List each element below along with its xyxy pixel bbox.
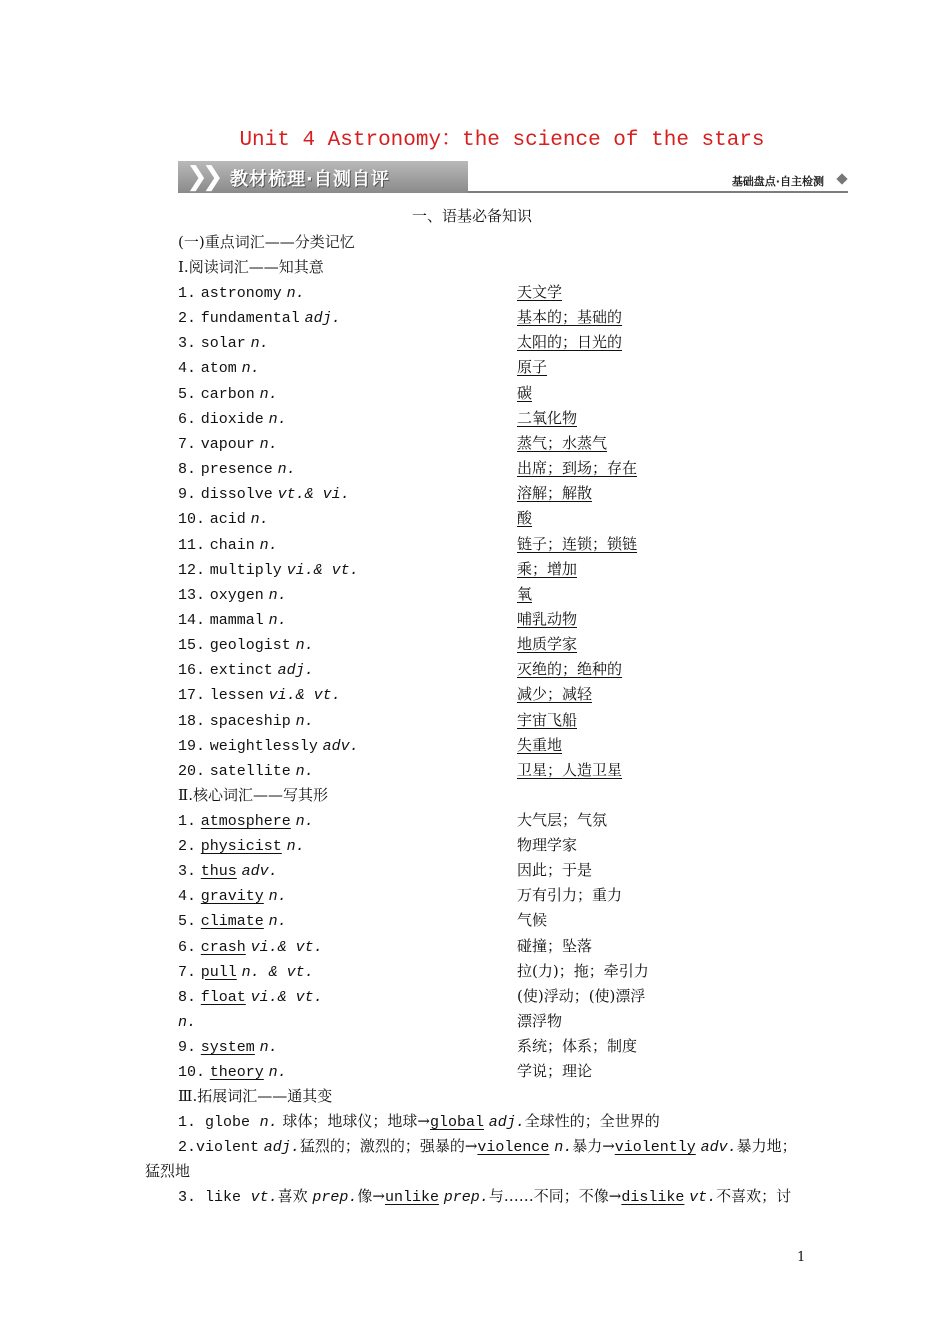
vocab-meaning: 学说；理论 — [517, 1062, 593, 1080]
part-of-speech: n. & vt. — [241, 963, 314, 981]
vocab-meaning: 万有引力；重力 — [517, 886, 623, 905]
item-number: 13. — [178, 586, 206, 604]
vocab-word: physicist — [200, 838, 282, 856]
vocab-meaning: 减少；减轻 — [517, 685, 593, 704]
banner-bar — [178, 161, 468, 193]
part-of-speech: prep. — [312, 1189, 358, 1206]
item-number: 1. — [178, 813, 197, 830]
item-number: 18. — [178, 712, 206, 730]
vocab-meaning: 地质学家 — [517, 635, 578, 654]
vocab-word: presence — [200, 461, 273, 479]
vocab-meaning: 失重地 — [517, 735, 563, 754]
vocab-row — [178, 735, 359, 757]
vocab-row — [178, 559, 359, 581]
part-of-speech: adj. — [263, 1139, 300, 1156]
vocab-meaning: 系统；体系；制度 — [517, 1036, 638, 1055]
vocab-word: mammal — [209, 611, 264, 629]
vocab-meaning: 太阳的；日光的 — [517, 333, 623, 352]
vocab-meaning: 出席；到场；存在 — [517, 459, 638, 478]
item-number: 3. — [178, 335, 197, 353]
item-number: 4. — [178, 888, 197, 906]
vocab-word: chain — [209, 536, 255, 554]
part-of-speech: n. — [259, 536, 278, 554]
vocab-meaning: 气候 — [517, 911, 548, 930]
part-of-speech: n. — [259, 1038, 278, 1056]
vocab-row — [178, 1061, 287, 1083]
subheading: (一)重点词汇——分类记忆 — [178, 233, 355, 251]
section-heading: 一、语基必备知识 — [412, 207, 533, 225]
diamond-icon — [836, 173, 847, 184]
item-number: 20. — [178, 762, 206, 780]
part-of-speech: n. — [268, 410, 287, 428]
item-number: 17. — [178, 687, 206, 705]
vocab-meaning: 氧 — [517, 584, 533, 603]
item-number: 5. — [178, 385, 197, 403]
vocab-row — [178, 810, 314, 832]
item-number: 15. — [178, 637, 206, 655]
item-number: 8. — [178, 988, 197, 1006]
item-number: 1. — [178, 285, 197, 302]
item-number: 9. — [178, 1038, 197, 1056]
word: 2.violent — [178, 1139, 260, 1156]
vocab-row — [178, 684, 341, 706]
meaning: 暴力地； — [736, 1137, 797, 1155]
vocab-meaning: 基本的；基础的 — [517, 308, 623, 327]
vocab-meaning: 哺乳动物 — [517, 609, 578, 628]
vocab-meaning: 酸 — [517, 509, 533, 528]
meaning: 不喜欢；讨 — [716, 1187, 792, 1205]
vocab-row — [178, 1011, 196, 1033]
part-of-speech: n. — [286, 285, 305, 302]
banner-divider — [468, 191, 848, 193]
part-of-speech: vi.& vt. — [250, 988, 323, 1006]
item-number: 6. — [178, 410, 197, 428]
item-number: 19. — [178, 737, 206, 755]
vocab-meaning: 蒸气；水蒸气 — [517, 433, 608, 452]
item-number: 7. — [178, 435, 197, 453]
vocab-row — [178, 458, 296, 480]
vocab-row — [178, 936, 323, 958]
vocab-word: atmosphere — [200, 813, 291, 830]
banner-title: 教材梳理·自测自评 — [230, 169, 390, 190]
part-of-speech: n. — [259, 385, 278, 403]
part-of-speech: n. — [277, 461, 296, 479]
page-number: 1 — [797, 1250, 806, 1265]
extended-item-3 — [178, 1186, 791, 1208]
part-of-speech: n. — [295, 637, 314, 655]
part-of-speech: n. — [268, 586, 287, 604]
part-of-speech: n. — [295, 813, 314, 830]
word: 1. globe — [178, 1114, 251, 1131]
vocab-meaning: 宇宙飞船 — [517, 710, 578, 729]
vocab-meaning: 灭绝的；绝种的 — [517, 660, 623, 679]
meaning: 暴力→ — [572, 1137, 615, 1155]
answer: global — [429, 1114, 484, 1131]
vocab-word: carbon — [200, 385, 255, 403]
vocab-word: geologist — [209, 637, 291, 655]
vocab-row — [178, 483, 350, 505]
vocab-meaning: 卫星；人造卫星 — [517, 760, 623, 779]
vocab-word: crash — [200, 938, 246, 956]
vocab-word: system — [200, 1038, 255, 1056]
vocab-word: acid — [209, 511, 246, 529]
part3-heading: Ⅲ.拓展词汇——通其变 — [178, 1087, 333, 1105]
vocab-word: dioxide — [200, 410, 264, 428]
part-of-speech: n. — [268, 1064, 287, 1081]
answer: unlike — [384, 1189, 439, 1206]
vocab-row — [178, 1036, 278, 1058]
vocab-word: satellite — [209, 762, 291, 780]
word: 3. like — [178, 1189, 242, 1206]
part-of-speech: adj. — [488, 1114, 525, 1131]
vocab-word: float — [200, 988, 246, 1006]
vocab-word: theory — [209, 1064, 264, 1081]
part1-heading: Ⅰ.阅读词汇——知其意 — [178, 258, 324, 276]
item-number: 8. — [178, 461, 197, 479]
vocab-word: multiply — [209, 561, 282, 579]
vocab-row — [178, 835, 305, 857]
part-of-speech: n. — [241, 360, 260, 378]
vocab-meaning: 漂浮物 — [517, 1011, 563, 1030]
vocab-row — [178, 659, 314, 681]
vocab-row — [178, 307, 341, 329]
unit-title: Unit 4 Astronomy：the science of the stars — [239, 129, 765, 152]
vocab-word: pull — [200, 963, 237, 981]
item-number: 16. — [178, 662, 206, 680]
item-number: 2. — [178, 310, 197, 328]
part-of-speech: n. — [259, 1114, 278, 1131]
extended-item-2 — [178, 1136, 797, 1158]
vocab-word: climate — [200, 913, 264, 931]
part-of-speech: adv. — [322, 737, 359, 755]
part-of-speech: n. — [250, 335, 269, 353]
part-of-speech: n. — [554, 1139, 573, 1156]
item-number: 6. — [178, 938, 197, 956]
item-number: 3. — [178, 863, 197, 881]
vocab-meaning: (使)浮动；(使)漂浮 — [517, 986, 646, 1005]
part-of-speech: adj. — [304, 310, 341, 328]
part-of-speech: adj. — [277, 662, 314, 680]
vocab-row — [178, 609, 287, 631]
vocab-row — [178, 710, 314, 732]
vocab-word: lessen — [209, 687, 264, 705]
item-number: 7. — [178, 963, 197, 981]
vocab-meaning: 二氧化物 — [517, 408, 578, 427]
vocab-word: thus — [200, 863, 237, 881]
vocab-word: oxygen — [209, 586, 264, 604]
vocab-row — [178, 760, 314, 782]
part-of-speech: vi.& vt. — [268, 687, 341, 705]
extended-item-1 — [178, 1111, 660, 1133]
vocab-row — [178, 910, 287, 932]
part-of-speech: n. — [268, 913, 287, 931]
vocab-meaning: 物理学家 — [517, 836, 578, 855]
vocab-word: spaceship — [209, 712, 291, 730]
vocab-word: atom — [200, 360, 237, 378]
answer: violently — [614, 1139, 696, 1156]
vocab-row — [178, 534, 278, 556]
vocab-row — [178, 433, 278, 455]
vocab-row — [178, 885, 287, 907]
item-number: 5. — [178, 913, 197, 931]
vocab-meaning: 碰撞；坠落 — [517, 936, 593, 955]
part-of-speech: vt.& vi. — [277, 486, 350, 504]
item-number: 11. — [178, 536, 206, 554]
part-of-speech: vi.& vt. — [286, 561, 359, 579]
item-number: 9. — [178, 486, 197, 504]
vocab-row — [178, 282, 305, 304]
part2-heading: Ⅱ.核心词汇——写其形 — [178, 786, 328, 804]
part-of-speech: n. — [286, 838, 305, 856]
vocab-meaning: 天文学 — [517, 283, 563, 301]
vocab-meaning: 大气层；气氛 — [517, 811, 608, 829]
item-number: 10. — [178, 511, 206, 529]
vocab-meaning: 碳 — [517, 383, 533, 402]
part-of-speech: n. — [295, 762, 314, 780]
vocab-meaning: 乘；增加 — [517, 559, 578, 578]
vocab-row — [178, 860, 278, 882]
meaning: 喜欢 — [277, 1187, 308, 1205]
part-of-speech: vt. — [689, 1189, 717, 1206]
item-number: 14. — [178, 611, 206, 629]
vocab-word: extinct — [209, 662, 273, 680]
answer: dislike — [621, 1189, 685, 1206]
part-of-speech: prep. — [443, 1189, 489, 1206]
vocab-word: vapour — [200, 435, 255, 453]
item-number: 12. — [178, 561, 206, 579]
part-of-speech: n. — [259, 435, 278, 453]
vocab-row — [178, 634, 314, 656]
vocab-word: dissolve — [200, 486, 273, 504]
item-number: 2. — [178, 838, 197, 856]
vocab-row — [178, 357, 260, 379]
section-banner — [178, 161, 848, 195]
meaning: 像→ — [357, 1187, 385, 1205]
meaning: 全球性的；全世界的 — [524, 1112, 660, 1130]
meaning: 与……不同；不像→ — [488, 1187, 622, 1205]
part-of-speech: adv. — [700, 1139, 737, 1156]
vocab-meaning: 原子 — [517, 358, 548, 377]
vocab-word: weightlessly — [209, 737, 318, 755]
chevron-right-icon: ❯❯ — [186, 162, 218, 192]
item-number: 10. — [178, 1064, 206, 1081]
part-of-speech: n. — [295, 712, 314, 730]
part-of-speech: adv. — [241, 863, 278, 881]
vocab-word: astronomy — [200, 285, 282, 302]
part-of-speech: n. — [250, 511, 269, 529]
part-of-speech: n. — [268, 888, 287, 906]
part-of-speech: vi.& vt. — [250, 938, 323, 956]
vocab-row — [178, 332, 269, 354]
meaning: 球体；地球仪；地球→ — [282, 1112, 430, 1130]
vocab-word: solar — [200, 335, 246, 353]
part-of-speech: n. — [268, 611, 287, 629]
vocab-meaning: 溶解；解散 — [517, 484, 593, 503]
part-of-speech: vt. — [250, 1189, 278, 1206]
vocab-word: gravity — [200, 888, 264, 906]
vocab-row — [178, 986, 323, 1008]
vocab-meaning: 链子；连锁；锁链 — [517, 534, 638, 553]
banner-subtitle: 基础盘点·自主检测 — [731, 175, 824, 188]
item-number: 4. — [178, 360, 197, 378]
meaning: 猛烈的；激烈的；强暴的→ — [299, 1137, 478, 1155]
vocab-word: fundamental — [200, 310, 300, 328]
vocab-row — [178, 383, 278, 405]
part-of-speech: n. — [178, 1013, 197, 1031]
vocab-meaning: 拉(力)；拖；牵引力 — [517, 961, 649, 980]
extended-item-2-cont: 猛烈地 — [145, 1162, 191, 1180]
vocab-row — [178, 584, 287, 606]
answer: violence — [477, 1139, 550, 1156]
vocab-row — [178, 961, 314, 983]
vocab-row — [178, 508, 269, 530]
vocab-meaning: 因此；于是 — [517, 861, 593, 880]
vocab-row — [178, 408, 287, 430]
